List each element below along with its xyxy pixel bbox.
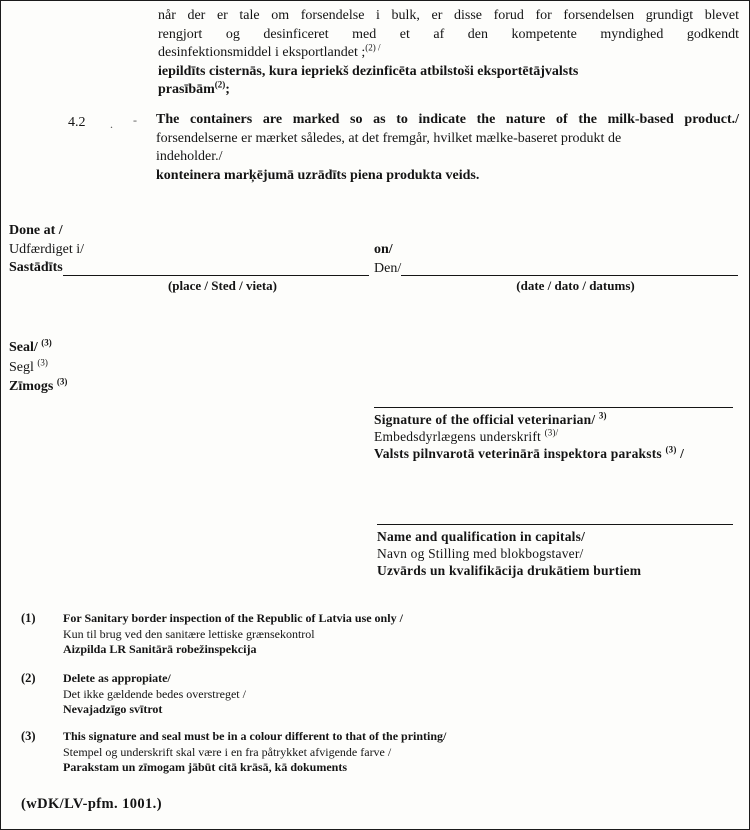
signature-danish (374, 428, 733, 445)
seal-english (9, 338, 67, 358)
footnote-ref-3: (3) (37, 356, 48, 367)
clause-41-latvian-line2-punct: ; (225, 82, 230, 98)
clause-42-english: The containers are marked so as to indicate the nature of the milk-based product./ (156, 112, 739, 127)
footnote-2-number: (2) (21, 671, 36, 685)
signature-english (374, 411, 733, 428)
footnote-1-danish: Kun til brug ved den sanitære lettiske grænsekontrol (63, 626, 315, 641)
signature-line (374, 407, 733, 408)
place-blank-line (63, 275, 369, 276)
footnote-3-number: (3) (21, 729, 36, 743)
seal-danish (9, 358, 67, 378)
place-field-row (9, 259, 369, 278)
seal-block (9, 338, 67, 397)
footnote-2-latvian: Nevajadzīgo svītrot (63, 702, 163, 716)
date-caption: (date / dato / datums) (516, 278, 635, 294)
clause-42-danish-line2: indeholder./ (156, 149, 223, 165)
clause-41-continuation (158, 7, 739, 100)
clause-42-latvian: konteinera marķējumā uzrādīts piena produkta veids. (156, 167, 480, 183)
footnote-ref-3: 3) (598, 410, 607, 421)
footnote-ref-2: (2) / (365, 42, 381, 53)
footnote-2-english: Delete as appropiate/ (63, 671, 171, 685)
footnote-1-latvian: Aizpilda LR Sanitārā robežinspekcija (63, 642, 257, 656)
name-line (377, 524, 733, 525)
name-english: Name and qualification in capitals/ (377, 529, 586, 544)
clause-41-danish-line1: når der er tale om forsendelse i bulk, er disse forud for forsendelsen grundigt blevet (158, 8, 739, 23)
form-code: (wDK/LV-pfm. 1001.) (21, 796, 162, 812)
clause-41-danish-line3-text: desinfektionsmiddel i eksportlandet ; (158, 45, 366, 61)
clause-42-danish-line1: forsendelserne er mærket således, at det fremgår, hvilket mælke-baseret produkt de (156, 130, 622, 146)
done-at-latvian: Sastādīts (9, 260, 63, 276)
place-caption: (place / Sted / vieta) (167, 277, 278, 293)
footnote-2-danish: Det ikke gældende bedes overstreget / (63, 686, 246, 701)
signature-danish-text: Embedsdyrlægens underskrift (374, 429, 545, 444)
footnote-ref-3: (3) (41, 337, 52, 348)
seal-english-text: Seal/ (9, 340, 42, 355)
name-danish: Navn og Stilling med blokbogstaver/ (377, 546, 584, 561)
done-at-block (9, 222, 369, 294)
date-danish: Den/ (374, 260, 402, 276)
footnote-3-danish: Stempel og underskrift skal være i en fra påtrykket afvigende farve / (63, 744, 392, 759)
seal-danish-text: Segl (9, 359, 38, 375)
footnote-3-latvian: Parakstam un zīmogam jābūt citā krāsā, kā dokuments (63, 760, 348, 774)
done-at-english: Done at / (9, 223, 63, 238)
footnote-1-number: (1) (21, 611, 36, 625)
footnote-1-body (63, 611, 681, 658)
footnote-3 (21, 729, 701, 776)
signature-latvian (374, 445, 733, 462)
footnote-3-body (63, 729, 701, 776)
seal-latvian (9, 377, 67, 397)
footnote-ref-3: (3) (56, 376, 68, 387)
signature-english-text: Signature of the official veterinarian/ (374, 412, 599, 427)
clause-41-latvian-line2 (158, 81, 739, 100)
name-latvian: Uzvārds un kvalifikācija drukātiem burtiem (377, 563, 642, 578)
signature-latvian-punct: / (676, 446, 685, 461)
scan-speck-dash: - (133, 113, 137, 127)
footnote-2 (21, 671, 681, 718)
footnote-ref-3: (3)/ (544, 427, 559, 438)
name-block (377, 524, 733, 579)
clause-42-body (156, 111, 739, 185)
signature-latvian-text: Valsts pilnvarotā veterinārā inspektora paraksts (374, 446, 666, 461)
clause-41-danish-line3 (158, 44, 739, 63)
footnote-1-english: For Sanitary border inspection of the Republic of Latvia use only / (63, 611, 403, 625)
footnote-1 (21, 611, 681, 658)
clause-41-latvian-line1: iepildīts cisternās, kura iepriekš dezinficēta atbilstoši eksportētājvalsts (158, 63, 579, 79)
done-at-danish: Udfærdiget i/ (9, 241, 85, 257)
date-block (374, 241, 738, 294)
clause-41-danish-line2: rengjort og desinficeret med et af den kompetente myndighed godkendt (158, 26, 739, 42)
footnote-ref-2: (2) (214, 79, 226, 90)
footnote-3-english: This signature and seal must be in a colour different to that of the printing/ (63, 729, 447, 743)
seal-latvian-text: Zīmogs (9, 379, 57, 394)
date-english: on/ (374, 242, 393, 257)
footnote-2-body (63, 671, 681, 718)
date-blank-line (401, 275, 738, 276)
footnote-ref-3: (3) (665, 444, 677, 455)
clause-42-number: 4.2 (68, 115, 86, 130)
clause-41-latvian-line2-text: prasībām (158, 82, 215, 98)
scan-speck-dot: . (110, 117, 113, 131)
date-field-row (374, 260, 738, 279)
signature-block (374, 407, 733, 462)
